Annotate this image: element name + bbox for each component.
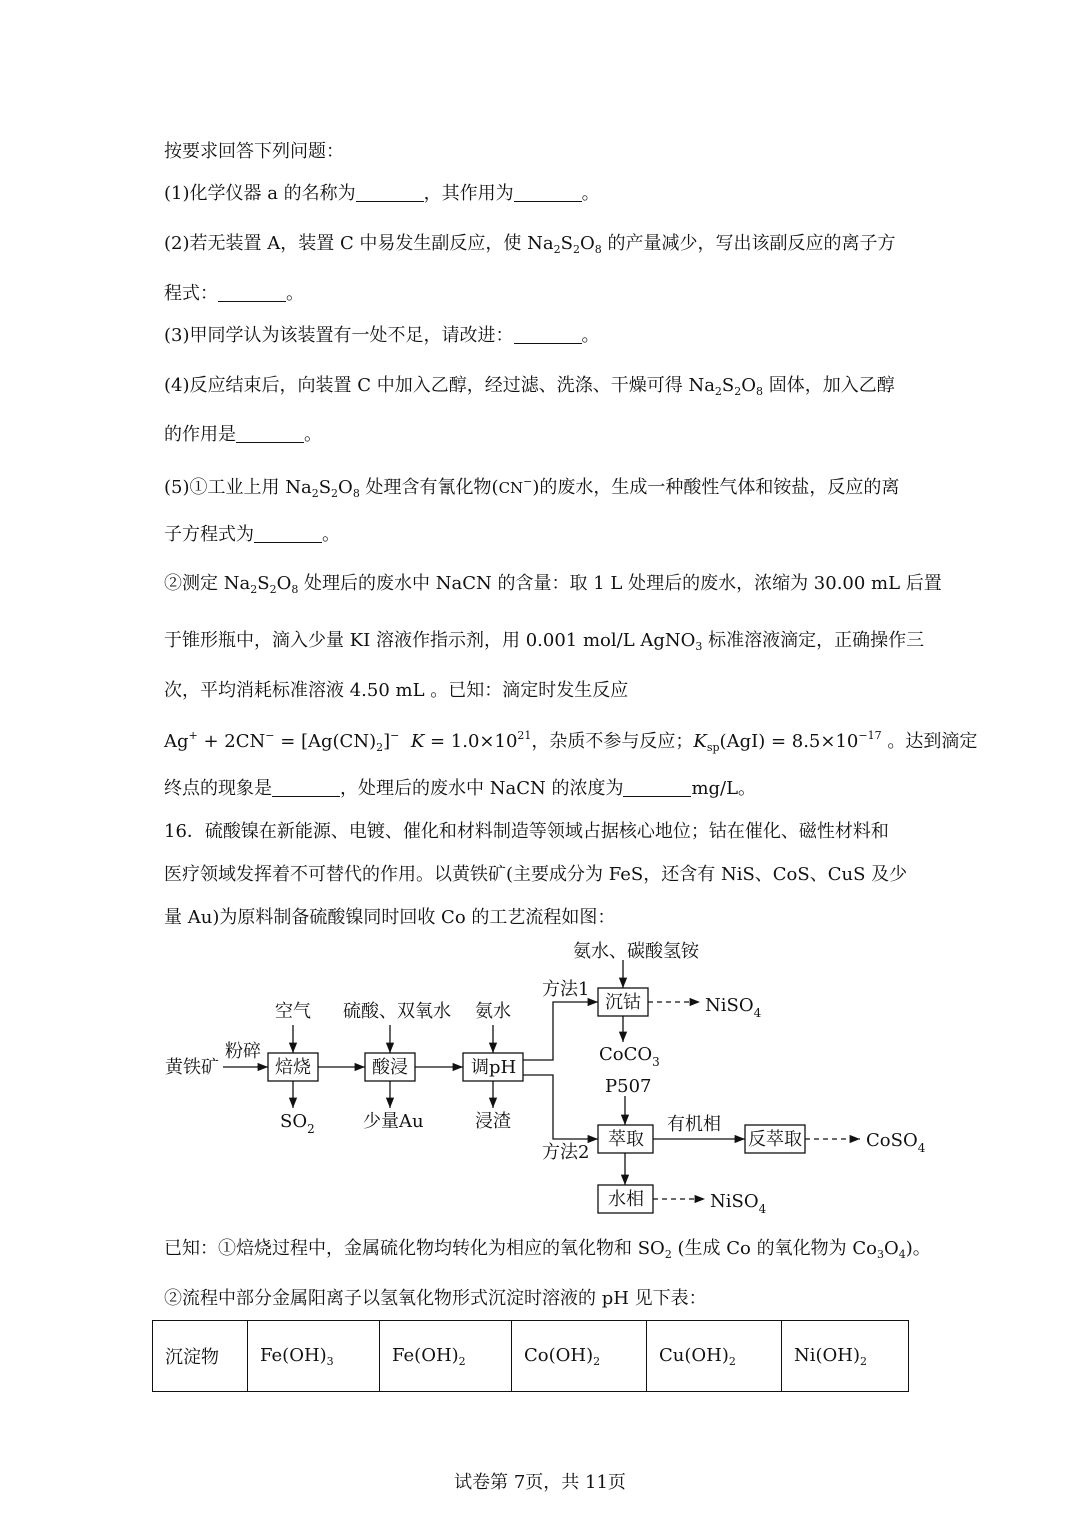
label-method1: 方法1 [542,979,590,1000]
intro-text: 按要求回答下列问题： [164,141,344,162]
question-2-cont: 程式： 。 [164,283,304,304]
label-coco3: CoCO$_3$ [599,1044,660,1069]
answer-blank[interactable] [514,327,582,344]
label-grind: 粉碎 [225,1041,261,1062]
label-precip: 沉钴 [605,992,641,1013]
question-1: (1)化学仪器 a 的名称为 ，其作用为 。 [164,183,600,204]
table-cell: $Ni(OH)_2$ [782,1321,909,1392]
label-ammonia: 氨水 [475,1001,511,1022]
page-footer: 试卷第 7页，共 11页 [454,1472,626,1493]
answer-blank[interactable] [254,526,322,543]
table-row [153,1321,909,1392]
label-residue: 浸渣 [475,1111,511,1132]
question-5-1-cont: 子方程式为 。 [164,524,340,545]
question-5-2-line2: 于锥形瓶中，滴入少量 KI 溶液作指示剂，用 0.001 mol/L AgNO$_3$ 标准溶液滴定，正确操作三 [164,630,925,653]
question-5-2-line5: 终点的现象是 ，处理后的废水中 NaCN 的浓度为 mg/L。 [164,778,757,799]
question-4-cont: 的作用是 。 [164,424,322,445]
question-5-2: ②测定 $Na_2S_2O_8$ 处理后的废水中 NaCN 的含量：取 1 L 处理后的废水，浓缩为 30.00 mL 后置 [164,573,942,596]
ph-table [152,1320,909,1392]
answer-blank[interactable] [514,185,582,202]
table-cell: $Co(OH)_2$ [512,1321,647,1392]
question-16-line1: 16．硫酸镍在新能源、电镀、催化和材料制造等领域占据核心地位；钴在催化、磁性材料和 [164,821,889,842]
label-so2: $SO_2$ [280,1111,315,1136]
equation-line: $Ag^+ + 2CN^- = [Ag(CN)_2]^-$ $K = 1.0\times 10^{21}$，杂质不参与反应；$K_{sp}(AgI) = 8.5\times 10^{-17}$ 。达到滴定 [164,729,978,754]
question-16-line3: 量 Au)为原料制备硫酸镍同时回收 Co 的工艺流程如图： [164,907,616,928]
label-ore: 黄铁矿 [165,1057,219,1078]
table-cell: $Fe(OH)_3$ [248,1321,380,1392]
label-roast: 焙烧 [275,1057,311,1078]
question-5-1: (5)①工业上用 $Na_2S_2O_8$ 处理含有氰化物(CN−)的废水，生成一种酸性气体和铵盐，反应的离 [164,475,900,500]
label-strip: 反萃取 [748,1129,802,1150]
label-niso4-bottom: NiSO$_4$ [710,1191,767,1216]
label-niso4-top: NiSO$_4$ [705,995,762,1020]
formula-na2s2o8: $Na_2S_2O_8$ [527,233,602,256]
process-flow-diagram [155,930,935,1220]
question-5-2-line3: 次，平均消耗标准溶液 4.50 mL 。已知：滴定时发生反应 [164,680,629,701]
label-air: 空气 [275,1001,311,1022]
label-au: 少量Au [363,1111,424,1132]
known-1: 已知：①焙烧过程中，金属硫化物均转化为相应的氧化物和 $SO_2$ (生成 Co 的氧化物为 $Co_3O_4$)。 [164,1238,931,1261]
answer-blank[interactable] [272,780,340,797]
question-3: (3)甲同学认为该装置有一处不足，请改进： 。 [164,325,600,346]
label-leach: 酸浸 [372,1057,408,1078]
table-header-cell: 沉淀物 [153,1321,248,1392]
label-extract: 萃取 [608,1129,644,1150]
formula-na2s2o8: $Na_2S_2O_8$ [285,477,360,500]
answer-blank[interactable] [623,780,691,797]
label-adjust: 调pH [471,1057,517,1078]
label-reagents: 氨水、碳酸氢铵 [573,941,699,962]
answer-blank[interactable] [356,185,424,202]
label-acids: 硫酸、双氧水 [343,1001,451,1022]
question-16-line2: 医疗领域发挥着不可替代的作用。以黄铁矿(主要成分为 FeS，还含有 NiS、CoS、CuS 及少 [164,864,908,885]
formula-cn-ion: CN− [498,475,533,497]
question-2: (2)若无装置 A，装置 C 中易发生副反应，使 $Na_2S_2O_8$ 的产量减少，写出该副反应的离子方 [164,233,896,256]
answer-blank[interactable] [218,285,286,302]
label-coso4: CoSO$_4$ [866,1130,926,1155]
formula-na2s2o8: $Na_2S_2O_8$ [688,375,764,398]
table-cell: $Fe(OH)_2$ [380,1321,512,1392]
question-4: (4)反应结束后，向装置 C 中加入乙醇，经过滤、洗涤、干燥可得 $Na_2S_2O_8$ 固体，加入乙醇 [164,375,895,398]
label-aqueous: 水相 [608,1189,644,1210]
label-p507: P507 [605,1076,652,1097]
table-cell: $Cu(OH)_2$ [647,1321,782,1392]
label-organic: 有机相 [667,1114,721,1135]
formula-na2s2o8: $Na_2S_2O_8$ [223,573,299,596]
label-method2: 方法2 [542,1142,590,1163]
answer-blank[interactable] [236,426,304,443]
known-2: ②流程中部分金属阳离子以氢氧化物形式沉淀时溶液的 pH 见下表： [164,1288,707,1309]
